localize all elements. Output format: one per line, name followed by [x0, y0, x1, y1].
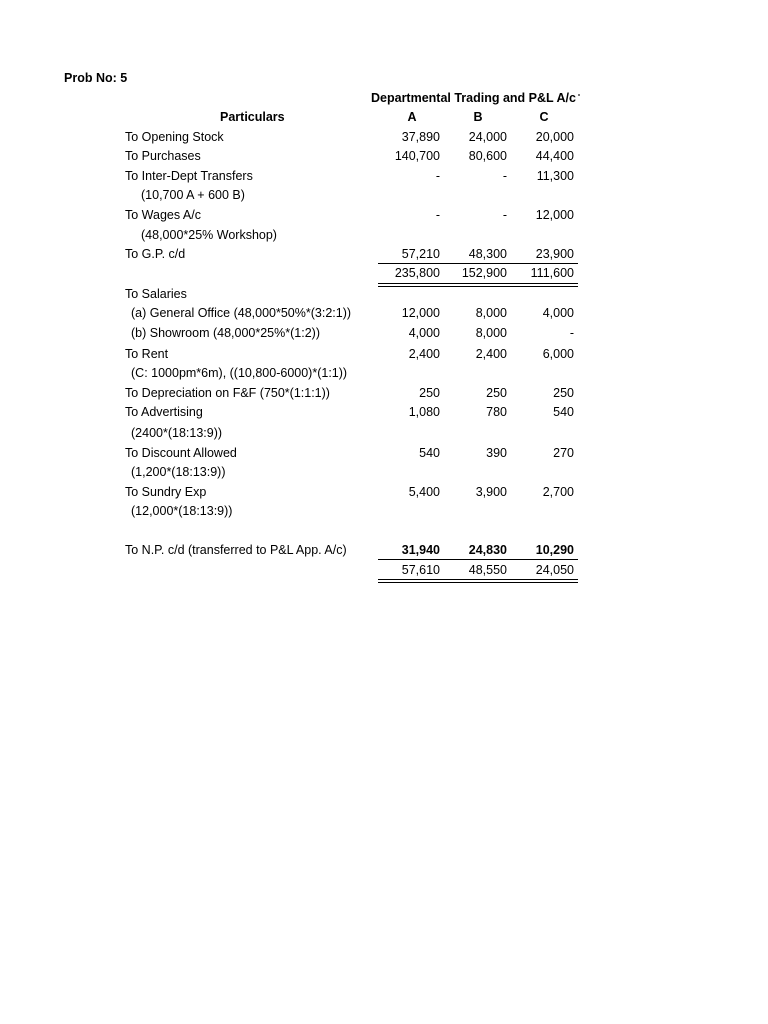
table-row [0, 128, 768, 147]
row-value-a: 5,400 [408, 485, 440, 499]
row-value-c: 2,700 [542, 485, 574, 499]
row-particular: To Salaries [125, 287, 187, 301]
cell-overflow-mark [578, 94, 580, 96]
row-particular: To Wages A/c [125, 208, 201, 222]
table-row [0, 206, 768, 225]
row-value-b: 24,830 [468, 543, 507, 557]
row-value-a: 1,080 [408, 405, 440, 419]
table-row [0, 304, 768, 323]
row-value-c: 23,900 [535, 247, 574, 261]
row-value-a: - [435, 169, 440, 183]
header-particulars: Particulars [220, 110, 285, 124]
row-value-b: 3,900 [475, 485, 507, 499]
table-row [0, 444, 768, 463]
table-row [0, 324, 768, 343]
total-double-rule-top [378, 283, 578, 284]
row-value-a: 2,400 [408, 347, 440, 361]
row-particular: (C: 1000pm*6m), ((10,800-6000)*(1:1)) [131, 366, 348, 380]
row-value-b: 80,600 [468, 149, 507, 163]
header-dept-c: C [539, 110, 549, 124]
row-particular: To Discount Allowed [125, 446, 237, 460]
row-value-b: 8,000 [475, 326, 507, 340]
row-value-b: 24,000 [468, 130, 507, 144]
row-value-a: 37,890 [401, 130, 440, 144]
row-particular: (12,000*(18:13:9)) [131, 504, 233, 518]
row-value-b: 780 [486, 405, 507, 419]
row-particular: To Opening Stock [125, 130, 224, 144]
row-particular: To Advertising [125, 405, 203, 419]
row-value-b: 8,000 [475, 306, 507, 320]
row-value-c: 44,400 [535, 149, 574, 163]
row-value-c: 270 [553, 446, 574, 460]
row-particular: (b) Showroom (48,000*25%*(1:2)) [131, 326, 320, 340]
row-particular: (48,000*25% Workshop) [141, 228, 277, 242]
row-value-c: 20,000 [535, 130, 574, 144]
table-row [0, 167, 768, 186]
row-particular: To G.P. c/d [125, 247, 186, 261]
total-double-rule-top [378, 579, 578, 580]
table-row [0, 483, 768, 502]
row-value-b: 48,300 [468, 247, 507, 261]
table-row [0, 345, 768, 364]
table-row [0, 147, 768, 166]
row-value-a: - [435, 208, 440, 222]
row-particular: (1,200*(18:13:9)) [131, 465, 226, 479]
row-value-a: 31,940 [401, 543, 440, 557]
trading-total-b: 152,900 [461, 266, 507, 280]
row-value-c: 10,290 [535, 543, 574, 557]
row-particular: To Rent [125, 347, 169, 361]
row-value-b: 390 [486, 446, 507, 460]
problem-number: Prob No: 5 [64, 71, 128, 85]
table-row [0, 463, 768, 482]
row-value-a: 250 [419, 386, 440, 400]
pl-total-row [0, 561, 768, 580]
pl-total-c: 24,050 [535, 563, 574, 577]
table-row [0, 403, 768, 422]
table-row [0, 424, 768, 443]
pl-total-a: 57,610 [401, 563, 440, 577]
row-particular: (10,700 A + 600 B) [141, 188, 245, 202]
pl-total-b: 48,550 [468, 563, 507, 577]
account-title: Departmental Trading and P&L A/c [371, 91, 576, 105]
table-row [0, 245, 768, 264]
row-value-a: 12,000 [401, 306, 440, 320]
row-particular: To Depreciation on F&F (750*(1:1:1)) [125, 386, 330, 400]
row-particular: To Inter-Dept Transfers [125, 169, 253, 183]
net-profit-row [0, 541, 768, 560]
row-value-c: - [569, 326, 574, 340]
total-double-rule-bottom [378, 582, 578, 583]
table-row [0, 364, 768, 383]
row-value-b: 250 [486, 386, 507, 400]
row-value-a: 4,000 [408, 326, 440, 340]
row-particular: To Purchases [125, 149, 201, 163]
row-value-c: 540 [553, 405, 574, 419]
row-value-a: 540 [419, 446, 440, 460]
row-particular: To N.P. c/d (transferred to P&L App. A/c) [125, 543, 347, 557]
header-dept-a: A [407, 110, 417, 124]
row-value-c: 12,000 [535, 208, 574, 222]
row-particular: To Sundry Exp [125, 485, 207, 499]
table-row [0, 186, 768, 205]
row-value-c: 250 [553, 386, 574, 400]
subtotal-rule [378, 559, 578, 560]
row-particular: (a) General Office (48,000*50%*(3:2:1)) [131, 306, 352, 320]
row-value-c: 6,000 [542, 347, 574, 361]
table-row [0, 226, 768, 245]
row-particular: (2400*(18:13:9)) [131, 426, 223, 440]
row-value-c: 11,300 [536, 169, 574, 183]
row-value-a: 57,210 [401, 247, 440, 261]
table-row [0, 285, 768, 304]
row-value-c: 4,000 [542, 306, 574, 320]
trading-total-row [0, 264, 768, 283]
trading-total-c: 111,600 [530, 266, 574, 280]
row-value-b: 2,400 [475, 347, 507, 361]
trading-total-a: 235,800 [394, 266, 440, 280]
row-value-b: - [502, 208, 507, 222]
table-row [0, 502, 768, 521]
header-dept-b: B [473, 110, 483, 124]
table-row [0, 384, 768, 403]
row-value-b: - [502, 169, 507, 183]
row-value-a: 140,700 [394, 149, 440, 163]
